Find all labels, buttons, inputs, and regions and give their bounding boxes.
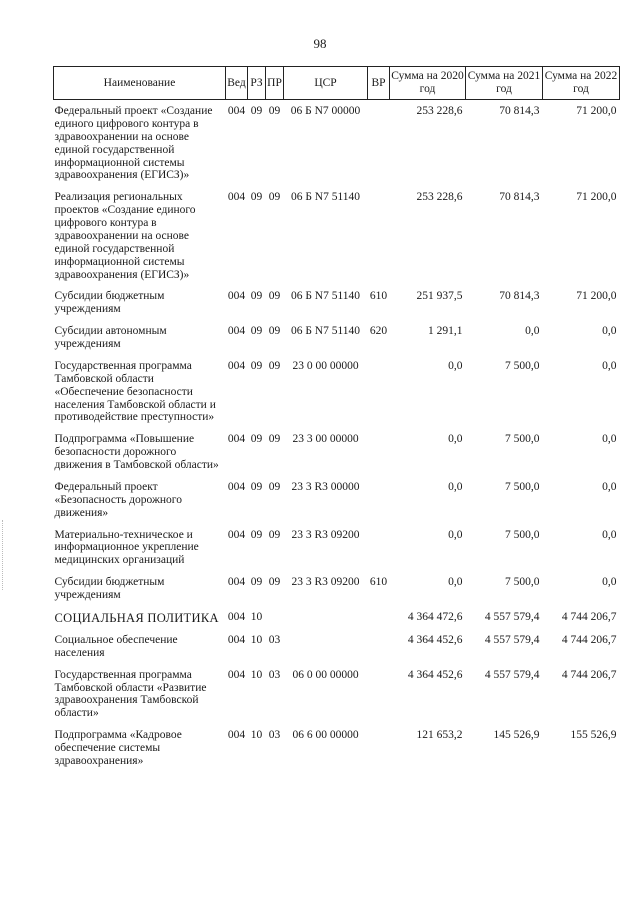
header-csr: ЦСР (284, 67, 368, 100)
cell-rz: 10 (250, 668, 263, 681)
cell-pr: 03 (268, 729, 281, 742)
cell-sum-2022: 71 200,0 (576, 105, 617, 117)
cell-sum-2021: 70 814,3 (499, 105, 540, 117)
cell-name: Государственная программа Тамбовской области «Развитие здравоохранения Тамбовской области» (54, 668, 207, 720)
cell-sum-2020: 4 364 472,6 (407, 610, 463, 623)
cell-sum-2022: 0,0 (602, 528, 617, 541)
cell-vr (368, 355, 390, 428)
cell-rz: 10 (250, 633, 263, 646)
cell-sum-2021: 70 814,3 (499, 191, 540, 204)
cell-ved: 004 (227, 668, 246, 681)
table-row (54, 664, 620, 725)
cell-vr (368, 428, 390, 476)
cell-ved: 004 (227, 325, 246, 338)
cell-sum-2021: 7 500,0 (505, 359, 540, 372)
cell-csr (284, 629, 368, 664)
cell-sum-2020: 253 228,6 (416, 105, 463, 117)
cell-csr (284, 606, 368, 629)
cell-csr: 23 3 00 00000 (292, 433, 359, 446)
cell-rz: 09 (250, 359, 263, 372)
cell-pr: 09 (268, 359, 281, 372)
cell-rz: 09 (250, 191, 263, 204)
cell-ved: 004 (227, 729, 246, 742)
header-vr: ВР (368, 67, 390, 100)
cell-pr (266, 606, 284, 629)
cell-ved: 004 (227, 610, 246, 623)
header-sum-2022: Сумма на 2022 год (543, 67, 620, 100)
header-sum-2020: Сумма на 2020 год (390, 67, 466, 100)
cell-sum-2020: 251 937,5 (416, 290, 463, 303)
table-row (54, 428, 620, 476)
cell-csr: 23 3 R3 09200 (291, 576, 360, 589)
cell-csr: 06 Б N7 51140 (290, 325, 361, 338)
cell-vr (368, 629, 390, 664)
table-row (54, 320, 620, 355)
cell-rz: 10 (250, 729, 263, 742)
cell-sum-2020: 0,0 (448, 433, 463, 446)
cell-pr: 09 (268, 191, 281, 204)
cell-sum-2022: 155 526,9 (570, 729, 617, 742)
cell-ved: 004 (227, 105, 246, 117)
cell-sum-2020: 0,0 (448, 480, 463, 493)
cell-ved: 004 (227, 528, 246, 541)
cell-ved: 004 (227, 633, 246, 646)
cell-vr (368, 724, 390, 772)
cell-vr (368, 524, 390, 572)
cell-csr: 06 Б N7 51140 (290, 191, 361, 204)
cell-csr: 06 0 00 00000 (292, 668, 359, 681)
cell-ved: 004 (227, 191, 246, 204)
cell-sum-2021: 70 814,3 (499, 290, 540, 303)
table-row (54, 285, 620, 320)
cell-sum-2021: 7 500,0 (505, 480, 540, 493)
header-pr: ПР (266, 67, 284, 100)
cell-sum-2020: 4 364 452,6 (407, 668, 463, 681)
cell-name: Субсидии бюджетным учреждениям (54, 576, 165, 601)
cell-sum-2022: 71 200,0 (576, 290, 617, 303)
cell-vr (368, 186, 390, 285)
cell-pr: 03 (268, 633, 281, 646)
cell-name: Социальное обеспечение населения (54, 633, 178, 659)
page-number: 98 (313, 36, 327, 51)
cell-sum-2022: 4 744 206,7 (561, 668, 617, 681)
table-row (54, 186, 620, 285)
cell-sum-2020: 253 228,6 (416, 191, 463, 204)
cell-rz: 09 (250, 325, 263, 338)
cell-ved: 004 (227, 359, 246, 372)
cell-vr (368, 100, 390, 187)
cell-sum-2021: 4 557 579,4 (484, 633, 540, 646)
cell-name: Реализация региональных проектов «Создание единого цифрового контура в здравоохранении на основе единой государственной информационной системы здравоохранения (ЕГИСЗ)» (54, 191, 196, 281)
cell-sum-2021: 4 557 579,4 (484, 668, 540, 681)
cell-name: СОЦИАЛЬНАЯ ПОЛИТИКА (54, 610, 219, 625)
table-row (54, 629, 620, 664)
cell-vr: 610 (369, 290, 388, 303)
cell-sum-2022: 0,0 (602, 480, 617, 493)
cell-pr: 09 (268, 290, 281, 303)
cell-ved: 004 (227, 433, 246, 446)
cell-name: Субсидии бюджетным учреждениям (54, 290, 165, 316)
table-row (54, 355, 620, 428)
cell-csr: 06 Б N7 00000 (290, 105, 361, 117)
cell-ved: 004 (227, 576, 246, 589)
cell-sum-2021: 0,0 (525, 325, 540, 338)
cell-pr: 03 (268, 668, 281, 681)
cell-ved: 004 (227, 480, 246, 493)
cell-csr: 06 6 00 00000 (292, 729, 359, 742)
cell-sum-2022: 0,0 (602, 433, 617, 446)
cell-vr (368, 606, 390, 629)
cell-pr: 09 (268, 105, 281, 117)
cell-pr: 09 (268, 325, 281, 338)
header-rz: РЗ (248, 67, 266, 100)
cell-sum-2020: 121 653,2 (416, 729, 463, 742)
cell-pr: 09 (268, 528, 281, 541)
cell-name: Государственная программа Тамбовской области «Обеспечение безопасности населения Тамбовской области и противодействие преступности» (54, 359, 216, 424)
table-row (54, 476, 620, 524)
cell-sum-2022: 4 744 206,7 (561, 633, 617, 646)
cell-sum-2022: 71 200,0 (576, 191, 617, 204)
cell-csr: 06 Б N7 51140 (290, 290, 361, 303)
cell-sum-2020: 0,0 (448, 359, 463, 372)
cell-sum-2022: 0,0 (602, 359, 617, 372)
cell-name: Подпрограмма «Кадровое обеспечение системы здравоохранения» (54, 729, 182, 767)
cell-vr: 620 (369, 325, 388, 338)
table-row (54, 724, 620, 772)
cell-csr: 23 3 R3 00000 (291, 480, 360, 493)
cell-sum-2021: 145 526,9 (493, 729, 540, 742)
header-sum-2021: Сумма на 2021 год (466, 67, 543, 100)
table-header-row (54, 67, 620, 100)
cell-pr: 09 (268, 576, 281, 589)
cell-ved: 004 (227, 290, 246, 303)
cell-sum-2022: 0,0 (602, 576, 617, 589)
cell-csr: 23 3 R3 09200 (291, 528, 360, 541)
cell-sum-2021: 7 500,0 (505, 433, 540, 446)
cell-sum-2021: 7 500,0 (505, 528, 540, 541)
cell-rz: 09 (250, 576, 263, 589)
table-row (54, 606, 620, 629)
cell-sum-2020: 1 291,1 (428, 325, 463, 338)
cell-rz: 09 (250, 528, 263, 541)
cell-sum-2020: 0,0 (448, 528, 463, 541)
cell-csr: 23 0 00 00000 (292, 359, 359, 372)
cell-sum-2022: 0,0 (602, 325, 617, 338)
header-name: Наименование (54, 67, 226, 100)
table-row (54, 524, 620, 572)
cell-rz: 09 (250, 433, 263, 446)
cell-sum-2021: 7 500,0 (505, 576, 540, 589)
cell-sum-2021: 4 557 579,4 (484, 610, 540, 623)
cell-sum-2020: 0,0 (448, 576, 463, 589)
cell-name: Федеральный проект «Создание единого цифрового контура в здравоохранении на основе единой государственной информационной системы здравоохранения (ЕГИСЗ)» (54, 105, 213, 182)
cell-vr (368, 664, 390, 725)
cell-sum-2022: 4 744 206,7 (561, 610, 617, 623)
cell-name: Подпрограмма «Повышение безопасности дорожного движения в Тамбовской области» (54, 433, 219, 471)
cell-pr: 09 (268, 433, 281, 446)
cell-sum-2020: 4 364 452,6 (407, 633, 463, 646)
cell-name: Материально-техническое и информационное укрепление медицинских организаций (54, 528, 199, 567)
cell-rz: 10 (250, 610, 263, 623)
cell-rz: 09 (250, 290, 263, 303)
cell-name: Субсидии автономным учреждениям (54, 325, 167, 350)
budget-table (53, 66, 620, 772)
cell-vr: 610 (369, 576, 388, 589)
cell-rz: 09 (250, 105, 263, 117)
table-row (54, 100, 620, 187)
margin-mark (2, 520, 9, 590)
table-body (54, 100, 620, 772)
cell-name: Федеральный проект «Безопасность дорожного движения» (54, 480, 182, 519)
cell-pr: 09 (268, 480, 281, 493)
cell-rz: 09 (250, 480, 263, 493)
header-ved: Вед (226, 67, 248, 100)
cell-vr (368, 476, 390, 524)
table-row (54, 571, 620, 606)
